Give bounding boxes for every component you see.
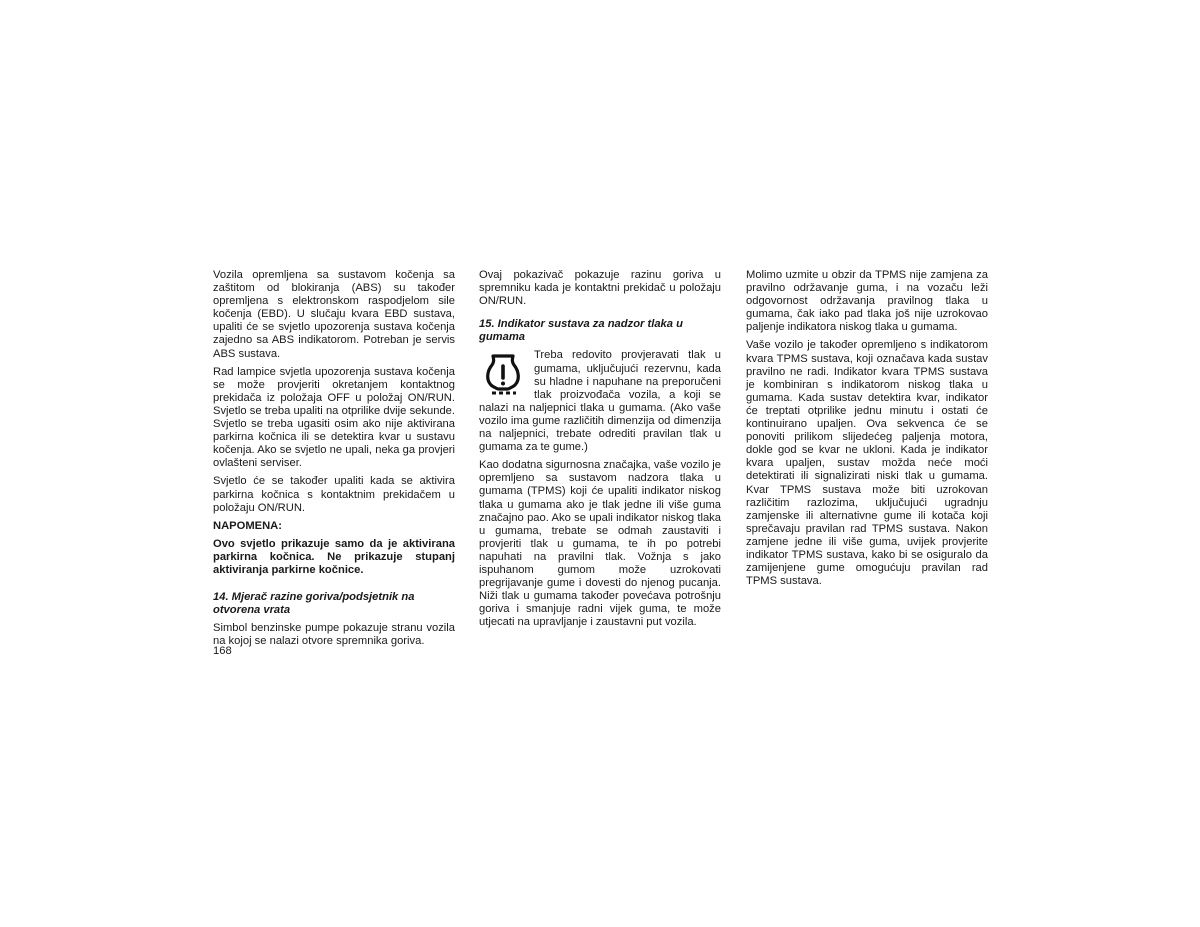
paragraph-parking-brake: Svjetlo će se također upaliti kada se aktivira parkirna kočnica s kontaktnim prekidačem u položaju ON/RUN. [213,475,455,514]
paragraph-fuel-gauge: Ovaj pokazivač pokazuje razinu goriva u spremniku kada je kontaktni prekidač u položaju ON/RUN. [479,269,721,308]
paragraph-tpms-note: Molimo uzmite u obzir da TPMS nije zamjena za pravilno održavanje guma, i na vozaču leži odgovornost održavanja pravilnog tlaka u gumama, čak iako pad tlaka još nije uzrokovao paljenje indikatora niskog tlaka u gumama. [746,269,988,334]
note-text: Ovo svjetlo prikazuje samo da je aktivirana parkirna kočnica. Ne prikazuje stupanj aktiviranja parkirne kočnice. [213,537,455,576]
paragraph-tpms-malfunction: Vaše vozilo je također opremljeno s indikatorom kvara TPMS sustava, koji označava kada sustav pravilno ne radi. Indikator kvara TPMS sustava je kombiniran s indikatorom niskog tlaka u gumama. Kada sustav detektira kvar, indikator će treptati otprilike jednu minutu i ostati će kontinuirano upaljen. Ova sekvenca će se ponoviti prilikom slijedećeg paljenja motora, dokle god se kvar ne ukloni. Kada je indikator kvara upaljen, sustav možda neće moći detektirati ili signalizirati niski tlak u gumama. Kvar TPMS sustava može biti uzrokovan različitim razlozima, uključujući ugradnju zamjenske ili alternativne gume ili kotača koji sprečavaju pravilan rad TPMS sustava. Nakon zamjene jedne ili više guma, uvijek provjerite indikator TPMS sustava, kako bi se osiguralo da zamijenjene gume omogućuju pravilan rad TPMS sustava. [746,339,988,588]
text-column-3 [746,269,988,593]
text-column-1 [213,269,455,653]
page-number: 168 [213,645,232,657]
tire-pressure-warning-icon [479,352,527,396]
paragraph-ebd: Vozila opremljena sa sustavom kočenja sa zaštitom od blokiranja (ABS) su također opremljena s elektronskom raspodjelom sile kočenja (EBD). U slučaju kvara EBD sustava, upaliti će se svjetlo upozorenja sustava kočenja zajedno sa ABS indikatorom. Potreban je servis ABS sustava. [213,269,455,360]
text-column-2 [479,269,721,634]
paragraph-tpms-feature: Kao dodatna sigurnosna značajka, vaše vozilo je opremljeno sa sustavom nadzora tlaka u gumama (TPMS) koji će upaliti indikator niskog tlaka u gumama ako je tlak jedne ili više guma značajno pao. Ako se upali indikator niskog tlaka u gumama, trebate se odmah zaustaviti i provjeriti tlak u gumama, te ih po potrebi napuhati na pravilni tlak. Vožnja s jako ispuhanom gumom može uzrokovati pregrijavanje gume i dovesti do njenog pucanja. Niži tlak u gumama također povećava potrošnju goriva i smanjuje radni vijek guma, te može utjecati na upravljanje i zaustavni put vozila. [479,459,721,629]
tpms-block [479,349,721,454]
section-15-heading: 15. Indikator sustava za nadzor tlaka u gumama [479,318,683,344]
paragraph-fuel-symbol: Simbol benzinske pumpe pokazuje stranu vozila na kojoj se nalazi otvore spremnika goriva. [213,622,455,648]
note-label: NAPOMENA: [213,519,282,532]
section-14-heading: 14. Mjerač razine goriva/podsjetnik na otvorena vrata [213,591,415,617]
paragraph-check-pressure: Treba redovito provjeravati tlak u gumama, uključujući rezervnu, kada su hladne i napuhane na preporučeni tlak proizvođača vozila, a koji se nalazi na naljepnici tlaka u gumama. (Ako vaše vozilo ima gume različitih dimenzija od dimenzija na naljepnici, trebate odrediti pravilan tlak u gumama za te gume.) [479,349,721,454]
paragraph-lamp-check: Rad lampice svjetla upozorenja sustava kočenja se može provjeriti okretanjem kontaktnog prekidača iz položaja OFF u položaj ON/RUN. Svjetlo se treba upaliti na otprilike dvije sekunde. Svjetlo se treba ugasiti osim ako nije aktivirana parkirna kočnica ili se detektira kvar u sustavu kočenja. Ako se svjetlo ne upali, neka ga provjeri ovlašteni serviser. [213,365,455,470]
